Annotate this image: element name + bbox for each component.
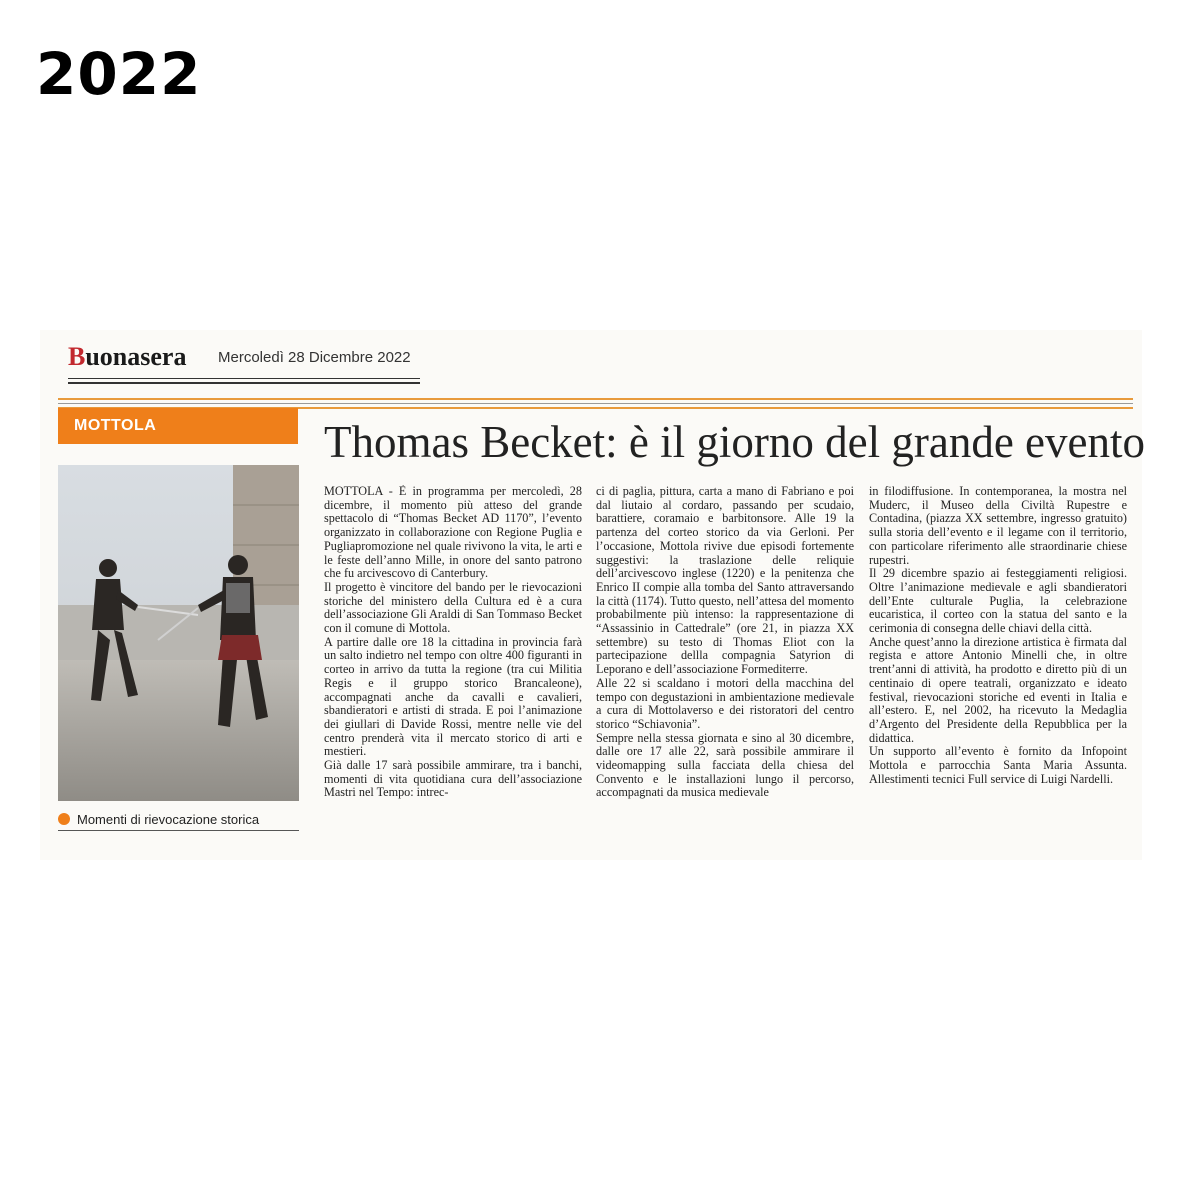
brand-rest: uonasera [85, 342, 187, 371]
paragraph: A partire dalle ore 18 la cittadina in provincia farà un salto indietro nel tempo con oltre 400 figuranti in corteo in arrivo da tutta la regione (tra cui Militia Regis e il gruppo storico Brancaleone), accompagnati anche da cavalli e cavalieri, sbandieratori e artisti di strada. E poi l’animazione dei giullari di Davide Rossi, mentre nelle vie del centro prenderà vita il mercato storico di arti e mestieri. [324, 634, 582, 759]
article-column-1 [324, 485, 582, 830]
article-column-3 [869, 485, 1127, 830]
paragraph: Il progetto è vincitore del bando per le rievocazioni storiche del ministero della Cultura ed è a cura dell’associazione Gli Araldi di San Tommaso Becket con il comune di Mottola. [324, 579, 582, 636]
masthead-rule [68, 378, 420, 379]
masthead-rule [68, 382, 420, 384]
divider [58, 403, 1133, 404]
section-tag: MOTTOLA [58, 408, 298, 444]
paragraph: ci di paglia, pittura, carta a mano di Fabriano e poi dal liutaio al cordaro, passando per scudaio, barattiere, coramaio e barbitonsore. Alle 19 la partenza del corteo storico da via Gerloni. Per l’occasione, Mottola rivive due episodi fortemente suggestivi: la traslazione delle reliquie dell’arcivescovo inglese (1220) e la penitenza che Enrico II compie alla tomba del Santo attraversando la città (1174). Tutto questo, nell’attesa del momento probabilmente più intenso: la rappresentazione di “Assassinio in Cattedrale” (ore 21, in piazza XX settembre) su testo di Thomas Eliot con la partecipazione dellla compagnia Satyrion di Leporano e dell’associazione Formediterre. [596, 485, 854, 677]
divider [58, 398, 1133, 400]
paragraph: MOTTOLA - È in programma per mercoledì, 28 dicembre, il momento più atteso del grande spettacolo di “Thomas Becket AD 1170”, l’evento organizzato in collaborazione con Regione Puglia e Pugliapromozione nel quale rivivono la vita, le arti e le feste dell’anno Mille, in onore del santo patrono che fu arcivescovo di Canterbury. [324, 485, 582, 581]
paragraph: Alle 22 si scaldano i motori della macchina del tempo con degustazioni in ambientazione medievale a cura di Mottolaverso e dei ristoratori del centro storico “Schiavonia”. [596, 675, 854, 731]
caption-text: Momenti di rievocazione storica [77, 811, 260, 827]
headline: Thomas Becket: è il giorno del grande evento [324, 417, 1145, 467]
photo-illustration [58, 465, 299, 801]
masthead [68, 342, 423, 382]
newspaper-clipping [40, 330, 1145, 860]
brand-logo [68, 342, 186, 372]
paragraph: Un supporto all’evento è fornito da Infopoint Mottola e parrocchia Santa Maria Assunta. Allestimenti tecnici Full service di Luigi Nardelli. [869, 744, 1127, 786]
paragraph: Già dalle 17 sarà possibile ammirare, tra i banchi, momenti di vita quotidiana cura dell’associazione Mastri nel Tempo: intrec- [324, 758, 582, 800]
brand-initial: B [68, 342, 86, 371]
paragraph: Anche quest’anno la direzione artistica è firmata dal regista e attore Antonio Minelli che, in oltre trent’anni di attività, ha prodotto e diretto più di un centinaio di opere teatrali, organizzato e ideato festival, rievocazioni storiche ed eventi in Italia e all’estero. E, nel 2002, ha ricevuto la Medaglia d’Argento del Presidente della Repubblica per la didattica. [869, 634, 1127, 745]
caption-rule [58, 830, 299, 831]
photo-caption [58, 808, 299, 830]
bullet-icon [58, 813, 70, 825]
paragraph: Sempre nella stessa giornata e sino al 30 dicembre, dalle ore 17 alle 22, sarà possibile ammirare il videomapping sulla facciata della chiesa del Convento e le installazioni lungo il percorso, accompagnati da musica medievale [596, 730, 854, 800]
issue-date: Mercoledì 28 Dicembre 2022 [218, 349, 411, 366]
article-column-2 [596, 485, 854, 830]
paragraph: Il 29 dicembre spazio ai festeggiamenti religiosi. Oltre l’animazione medievale e agli sbandieratori dell’Ente culturale Puglia, la celebrazione eucaristica, il corteo con la statua del santo e la cerimonia di consegna delle chiavi della città. [869, 566, 1127, 636]
year-label: 2022 [36, 40, 202, 108]
article-photo [58, 465, 299, 801]
paragraph: in filodiffusione. In contemporanea, la mostra nel Muderc, il Museo della Civiltà Rupestre e Contadina, (piazza XX settembre, ingresso gratuito) sulla storia dell’evento e il legame con il territorio, con particolare riferimento alle straordinarie chiese rupestri. [869, 485, 1127, 567]
